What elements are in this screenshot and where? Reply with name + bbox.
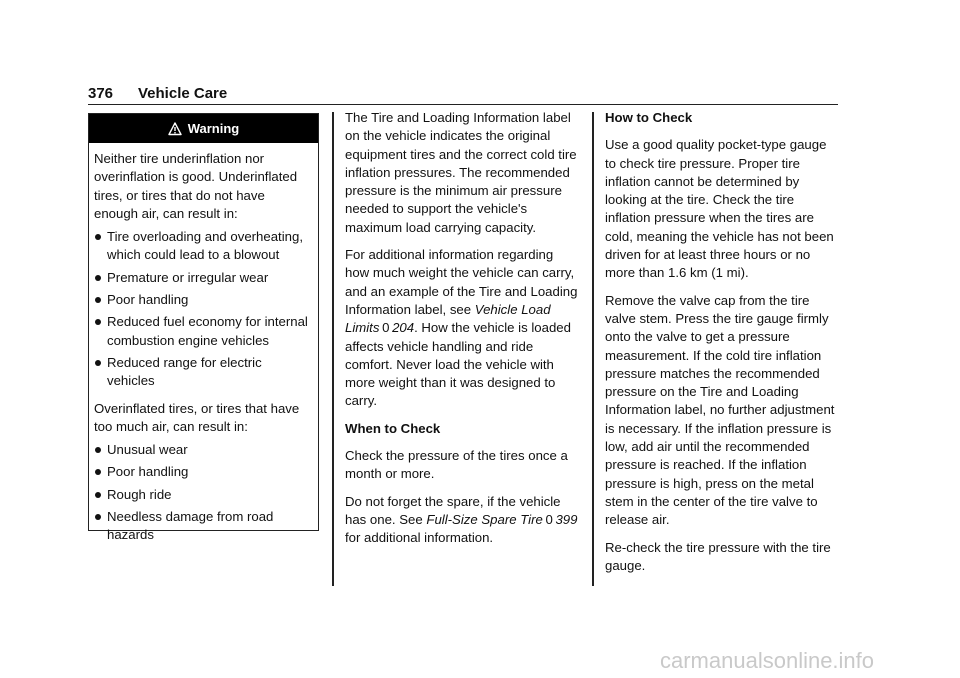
page-ref-399[interactable]: 399 <box>555 511 578 527</box>
full-size-spare-tire-link[interactable]: Full-Size Spare Tire <box>426 511 543 527</box>
underinflation-list <box>94 228 312 390</box>
vehicle-load-limits-link[interactable]: Vehicle Load Limits <box>345 301 551 336</box>
page-ref-204[interactable]: 204 <box>392 320 415 336</box>
warning-box <box>88 113 319 543</box>
list-item: Unusual wear <box>94 441 312 459</box>
column-divider-right <box>592 112 594 586</box>
page-ref-arrow: 0 <box>382 320 390 336</box>
list-item: Poor handling <box>94 463 312 481</box>
list-item: Premature or irregular wear <box>94 269 312 287</box>
warning-intro-underinflation: Neither tire underinflation nor overinflation is good. Underinflated tires, or tires that do not have enough air, can result in: <box>94 151 298 221</box>
check-frequency-paragraph: Check the pressure of the tires once a month or more. <box>345 448 568 482</box>
list-item: Reduced range for electric vehicles <box>94 354 312 391</box>
column-divider-left <box>332 112 334 586</box>
warning-header <box>89 114 318 143</box>
valve-paragraph: Remove the valve cap from the tire valve stem. Press the tire gauge firmly onto the valve to get a pressure measurement. If the cold tire inflation pressure matches the recommended pressure on the Tire and Loading Information label, no further adjustment is necessary. If the inflation pressure is low, add air until the recommended pressure is reached. If the inflation pressure is high, press on the metal stem in the center of the tire valve to release air. <box>605 292 835 528</box>
warning-triangle-icon <box>168 122 182 136</box>
recheck-paragraph: Re-check the tire pressure with the tire gauge. <box>605 539 831 573</box>
load-info-paragraph: For additional information regarding how much weight the vehicle can carry, and an example of the Tire and Loading Information label, see Vehicle Load Limits 0 204. How the vehicle is loaded affects vehicle handling and ride comfort. Never load the vehicle with more weight than it was designed to carry. <box>345 247 578 409</box>
warning-intro-overinflation: Overinflated tires, or tires that have too much air, can result in: <box>94 400 300 434</box>
list-item: Rough ride <box>94 486 312 504</box>
list-item: Reduced fuel economy for internal combustion engine vehicles <box>94 313 312 350</box>
page-ref-arrow: 0 <box>545 511 553 527</box>
warning-body <box>89 143 318 545</box>
section-title: Vehicle Care <box>138 85 228 102</box>
spare-tire-paragraph: Do not forget the spare, if the vehicle has one. See Full-Size Spare Tire 0 399 for additional information. <box>345 493 578 546</box>
warning-title: Warning <box>187 121 240 136</box>
page-header <box>88 82 838 105</box>
watermark: carmanualsonline.info <box>660 648 875 673</box>
list-item: Needless damage from road hazards <box>94 508 312 545</box>
when-to-check-heading: When to Check <box>345 420 441 436</box>
right-column <box>605 109 841 584</box>
middle-column <box>345 109 581 557</box>
how-to-check-heading: How to Check <box>605 110 693 125</box>
gauge-paragraph: Use a good quality pocket-type gauge to check tire pressure. Proper tire inflation cannot be determined by looking at the tire. Check the tire inflation pressure when the tires are cold, meaning the vehicle has not been driven for at least three hours or no more than 1.6 km (1 mi). <box>605 137 834 281</box>
overinflation-list <box>94 441 312 544</box>
list-item: Poor handling <box>94 291 312 309</box>
list-item: Tire overloading and overheating, which could lead to a blowout <box>94 228 312 265</box>
tire-label-paragraph: The Tire and Loading Information label on the vehicle indicates the original equipment tires and the correct cold tire inflation pressures. The recommended pressure is the minimum air pressure needed to support the vehicle's maximum load carrying capacity. <box>345 110 577 235</box>
page-number: 376 <box>88 85 114 102</box>
